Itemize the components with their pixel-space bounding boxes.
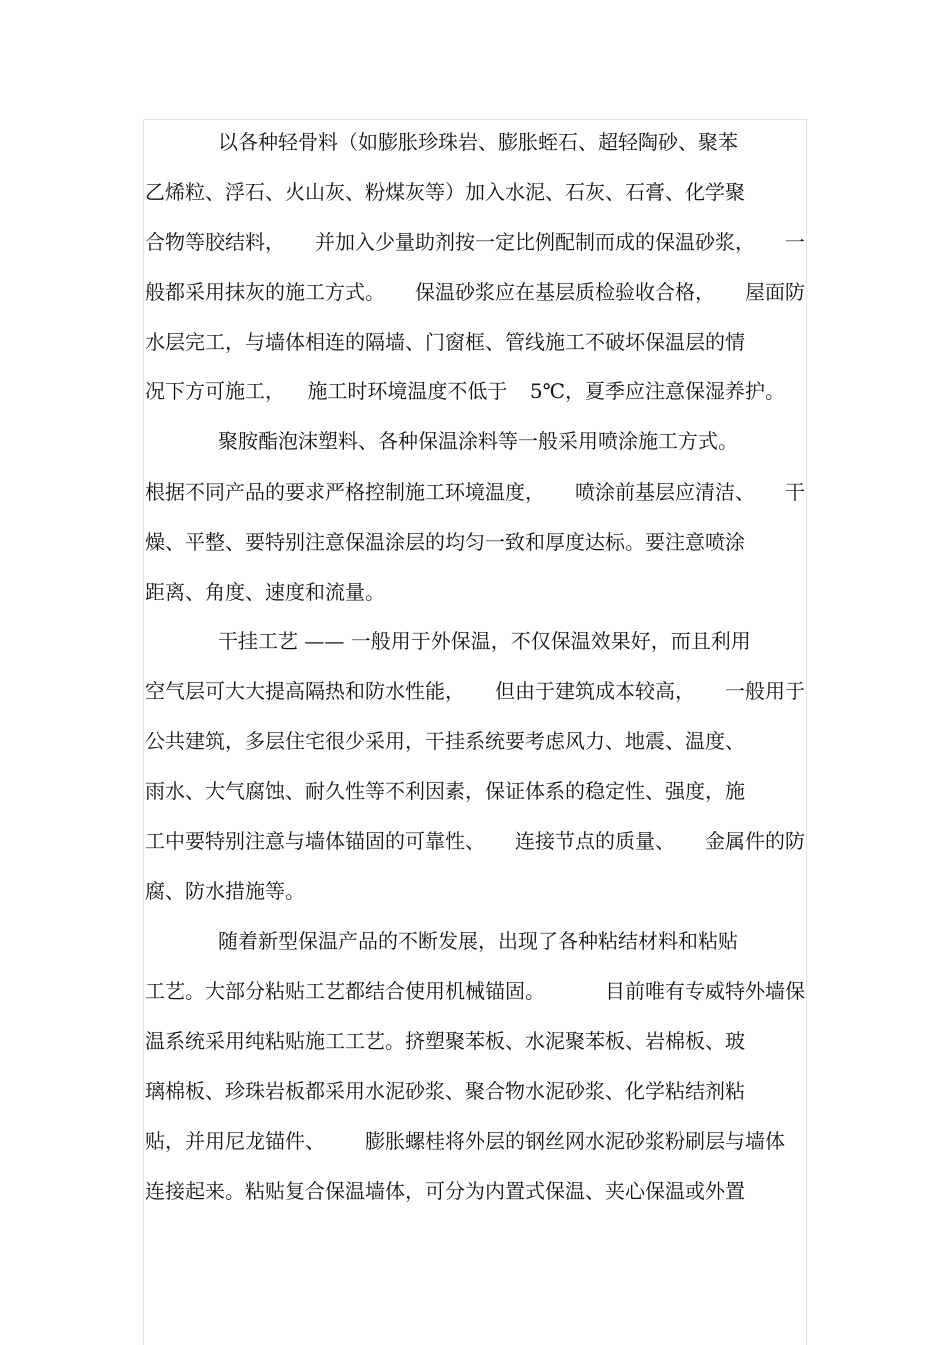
text-line: 璃棉板、珍珠岩板都采用水泥砂浆、聚合物水泥砂浆、化学粘结剂粘	[145, 1079, 745, 1103]
text-line: 工艺。大部分粘贴工艺都结合使用机械锚固。 目前唯有专威特外墙保	[145, 979, 805, 1003]
text-line: 况下方可施工， 施工时环境温度不低于 5℃，夏季应注意保湿养护。	[145, 379, 785, 403]
text-line: 腐、防水措施等。	[145, 879, 305, 903]
text-line: 工中要特别注意与墙体锚固的可靠性、 连接节点的质量、 金属件的防	[145, 829, 805, 853]
text-line: 随着新型保温产品的不断发展，出现了各种粘结材料和粘贴	[218, 929, 738, 953]
text-line: 以各种轻骨料（如膨胀珍珠岩、膨胀蛭石、超轻陶砂、聚苯	[218, 130, 738, 154]
text-line: 燥、平整、要特别注意保温涂层的均匀一致和厚度达标。要注意喷涂	[145, 530, 745, 554]
text-line: 干挂工艺 —— 一般用于外保温，不仅保温效果好，而且利用	[218, 629, 751, 653]
text-line: 合物等胶结料， 并加入少量助剂按一定比例配制而成的保温砂浆， 一	[145, 230, 805, 254]
text-line: 根据不同产品的要求严格控制施工环境温度， 喷涂前基层应清洁、 干	[145, 480, 805, 504]
text-line: 乙烯粒、浮石、火山灰、粉煤灰等）加入水泥、石灰、石膏、化学聚	[145, 180, 745, 204]
text-line: 公共建筑，多层住宅很少采用，干挂系统要考虑风力、地震、温度、	[145, 729, 745, 753]
text-line: 聚胺酯泡沫塑料、各种保温涂料等一般采用喷涂施工方式。	[218, 429, 738, 453]
text-line: 般都采用抹灰的施工方式。 保温砂浆应在基层质检验收合格， 屋面防	[145, 280, 805, 304]
text-line: 连接起来。粘贴复合保温墙体，可分为内置式保温、夹心保温或外置	[145, 1179, 745, 1203]
text-line: 温系统采用纯粘贴施工工艺。挤塑聚苯板、水泥聚苯板、岩棉板、玻	[145, 1029, 745, 1053]
text-line: 空气层可大大提高隔热和防水性能， 但由于建筑成本较高， 一般用于	[145, 679, 805, 703]
text-line: 雨水、大气腐蚀、耐久性等不利因素，保证体系的稳定性、强度，施	[145, 779, 745, 803]
text-line: 水层完工，与墙体相连的隔墙、门窗框、管线施工不破坏保温层的情	[145, 330, 745, 354]
text-line: 贴，并用尼龙锚件、 膨胀螺桂将外层的钢丝网水泥砂浆粉刷层与墙体	[145, 1129, 785, 1153]
text-line: 距离、角度、速度和流量。	[145, 580, 385, 604]
